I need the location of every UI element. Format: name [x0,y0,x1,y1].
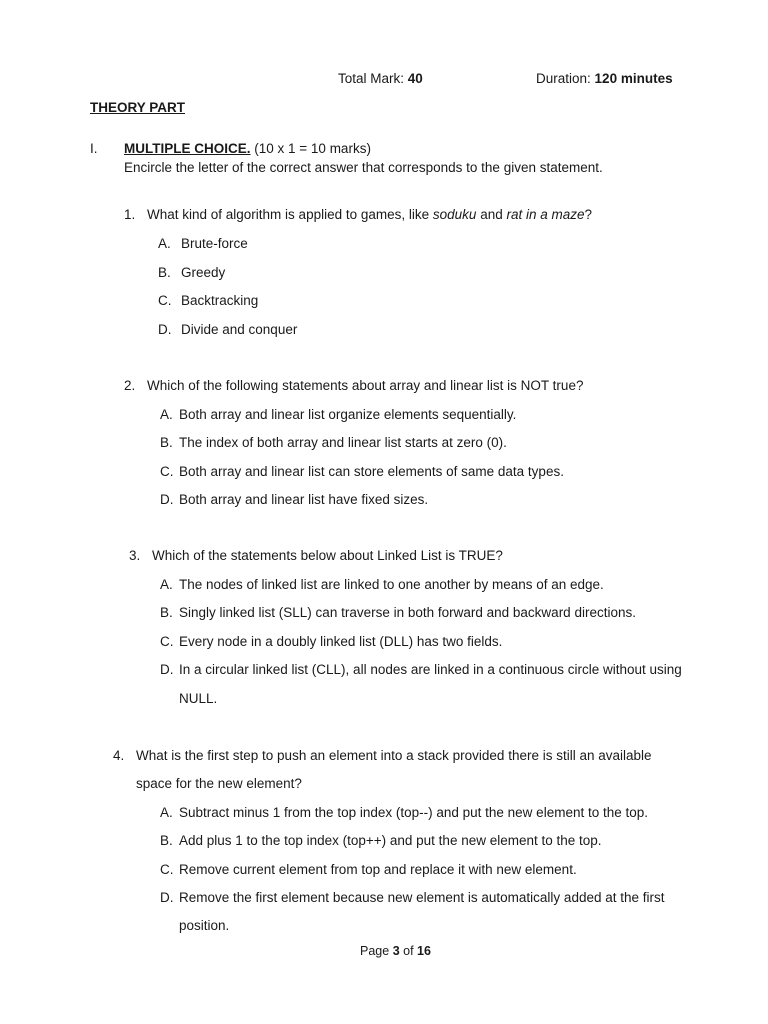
q4-option-text: Add plus 1 to the top index (top++) and put the new element to the top. [179,833,602,848]
question-1-number: 1. [124,207,136,222]
q2-option-letter: D. [160,492,174,507]
q2-option-letter: A. [160,407,173,422]
question-4-number: 4. [113,748,125,763]
q2-option-text: The index of both array and linear list starts at zero (0). [179,435,507,450]
q3-option-letter: A. [160,577,173,592]
q2-option-text: Both array and linear list have fixed sizes. [179,492,429,507]
q4-option-letter: B. [160,833,173,848]
q1-option-letter: C. [158,293,172,308]
total-mark-label: Total Mark: [338,71,405,86]
q1-text-part: What kind of algorithm is applied to games, like [147,207,433,222]
section-title: MULTIPLE CHOICE. [124,141,251,156]
q2-option-text: Both array and linear list organize elements sequentially. [179,407,517,422]
section-instruction: Encircle the letter of the correct answer that corresponds to the given statement. [124,160,603,175]
q1-option-letter: A. [158,236,171,251]
q4-option-letter: A. [160,805,173,820]
question-3-number: 3. [129,548,141,563]
q1-text-part: and [476,207,507,222]
section-marks: (10 x 1 = 10 marks) [254,141,371,156]
q1-option-text: Divide and conquer [181,322,298,337]
q2-option-letter: C. [160,464,174,479]
section-heading [124,142,371,156]
duration [536,72,673,86]
q1-option-text: Brute-force [181,236,248,251]
q2-option-text: Both array and linear list can store elements of same data types. [179,464,564,479]
q1-text-italic: soduku [432,207,477,222]
of-label: of [403,944,414,958]
q2-option-letter: B. [160,435,173,450]
section-numeral: I. [90,141,98,156]
q1-option-letter: D. [158,322,172,337]
q3-option-letter: B. [160,605,173,620]
q4-option-text: Remove current element from top and replace it with new element. [179,862,577,877]
q3-option-letter: C. [160,634,174,649]
total-pages: 16 [417,944,431,958]
q3-option-letter: D. [160,662,174,677]
page-label: Page [360,944,390,958]
q3-option-text: In a circular linked list (CLL), all nodes are linked in a continuous circle without using [179,662,682,677]
q1-text-part: ? [584,207,593,222]
duration-label: Duration: [536,71,591,86]
page-number: 3 [392,944,400,958]
question-1-text [147,208,592,222]
q1-text-italic: rat in a maze [506,207,585,222]
q1-option-letter: B. [158,265,171,280]
question-2-number: 2. [124,378,136,393]
question-4-text: What is the first step to push an element into a stack provided there is still an available [136,748,652,763]
q4-option-text-continued: position. [179,918,230,933]
theory-part-title: THEORY PART [90,100,186,115]
q3-option-text: The nodes of linked list are linked to one another by means of an edge. [179,577,604,592]
duration-value: 120 minutes [594,71,673,86]
q3-option-text-continued: NULL. [179,691,218,706]
total-mark [338,72,423,86]
q4-option-text: Subtract minus 1 from the top index (top--) and put the new element to the top. [179,805,649,820]
q4-option-text: Remove the first element because new element is automatically added at the first [179,890,665,905]
q3-option-text: Every node in a doubly linked list (DLL) has two fields. [179,634,503,649]
q1-option-text: Greedy [181,265,226,280]
q4-option-letter: D. [160,890,174,905]
q1-option-text: Backtracking [181,293,259,308]
question-2-text: Which of the following statements about array and linear list is NOT true? [147,378,584,393]
page-footer [360,945,431,958]
q4-option-letter: C. [160,862,174,877]
q3-option-text: Singly linked list (SLL) can traverse in both forward and backward directions. [179,605,636,620]
total-mark-value: 40 [407,71,423,86]
question-4-text-continued: space for the new element? [136,776,302,791]
theory-part-heading [90,101,185,115]
question-3-text: Which of the statements below about Linked List is TRUE? [152,548,503,563]
